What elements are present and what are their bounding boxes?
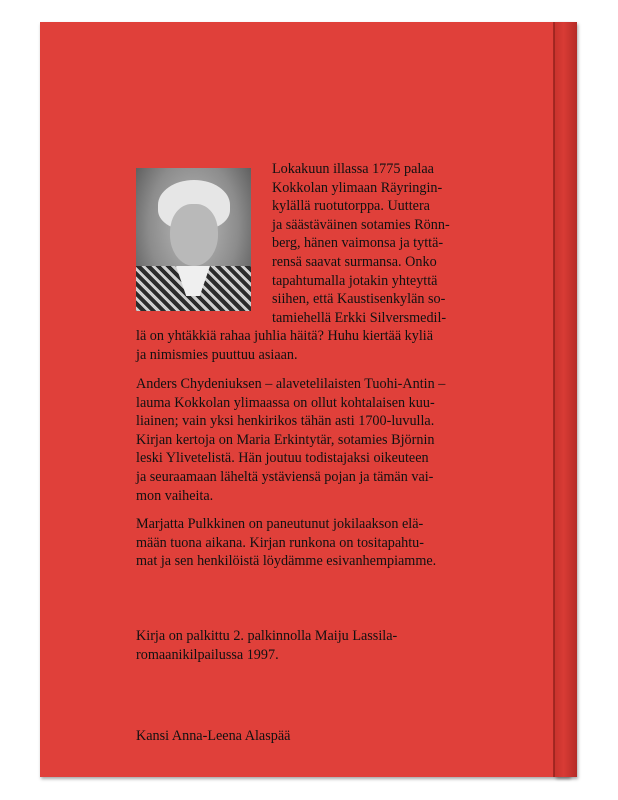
text-line: mat ja sen henkilöistä löydämme esivanhempiamme. (136, 553, 437, 570)
text-line: Lokakuun illassa 1775 palaa (272, 161, 434, 177)
text-line: Kirjan kertoja on Maria Erkintytär, sotamies Björnin (136, 431, 435, 448)
author-photo (136, 168, 251, 311)
text-line: berg, hänen vaimonsa ja tyttä- (272, 235, 444, 252)
text-line: Kokkolan ylimaan Räyringin- (272, 179, 443, 196)
text-line: kylällä ruotutorppa. Uuttera (272, 198, 430, 215)
text-line: Kirja on palkittu 2. palkinnolla Maiju Lassila- (136, 628, 398, 644)
intro-paragraph-wide (136, 327, 433, 364)
credit-text: Kansi Anna-Leena Alaspää (136, 728, 291, 744)
author-paragraph (136, 515, 436, 571)
award-paragraph (136, 627, 397, 664)
text-line: lauma Kokkolan ylimaassa on ollut kohtalaisen kuu- (136, 394, 435, 411)
text-line: romaanikilpailussa 1997. (136, 646, 279, 663)
intro-paragraph-narrow (272, 160, 450, 327)
text-line: liainen; vain yksi henkirikos tähän asti 1700-luvulla. (136, 413, 435, 430)
photo-face-shape (170, 204, 218, 266)
chydenius-paragraph (136, 375, 445, 505)
text-line: mään tuona aikana. Kirjan runkona on tositapahtu- (136, 534, 424, 551)
text-line: lä on yhtäkkiä rahaa juhlia häitä? Huhu kiertää kyliä (136, 328, 434, 344)
text-line: siihen, että Kaustisenkylän so- (272, 291, 446, 308)
book-spine (555, 22, 577, 777)
text-line: mon vaiheita. (136, 487, 214, 504)
text-line: ja nimismies puuttuu asiaan. (136, 346, 298, 363)
text-line: rensä saavat surmansa. Onko (272, 253, 437, 270)
cover-credit (136, 727, 290, 746)
text-line: tamiehellä Erkki Silversmedil- (272, 309, 447, 326)
text-line: Marjatta Pulkkinen on paneutunut jokilaakson elä- (136, 516, 424, 532)
text-line: tapahtumalla jotakin yhteyttä (272, 272, 438, 289)
text-line: ja säästäväinen sotamies Rönn- (272, 216, 450, 233)
text-line: ja seuraamaan läheltä ystäviensä pojan ja tämän vai- (136, 468, 434, 485)
text-line: Anders Chydeniuksen – alavetelilaisten Tuohi-Antin – (136, 376, 446, 392)
text-line: leski Ylivetelistä. Hän joutuu todistajaksi oikeuteen (136, 450, 429, 467)
